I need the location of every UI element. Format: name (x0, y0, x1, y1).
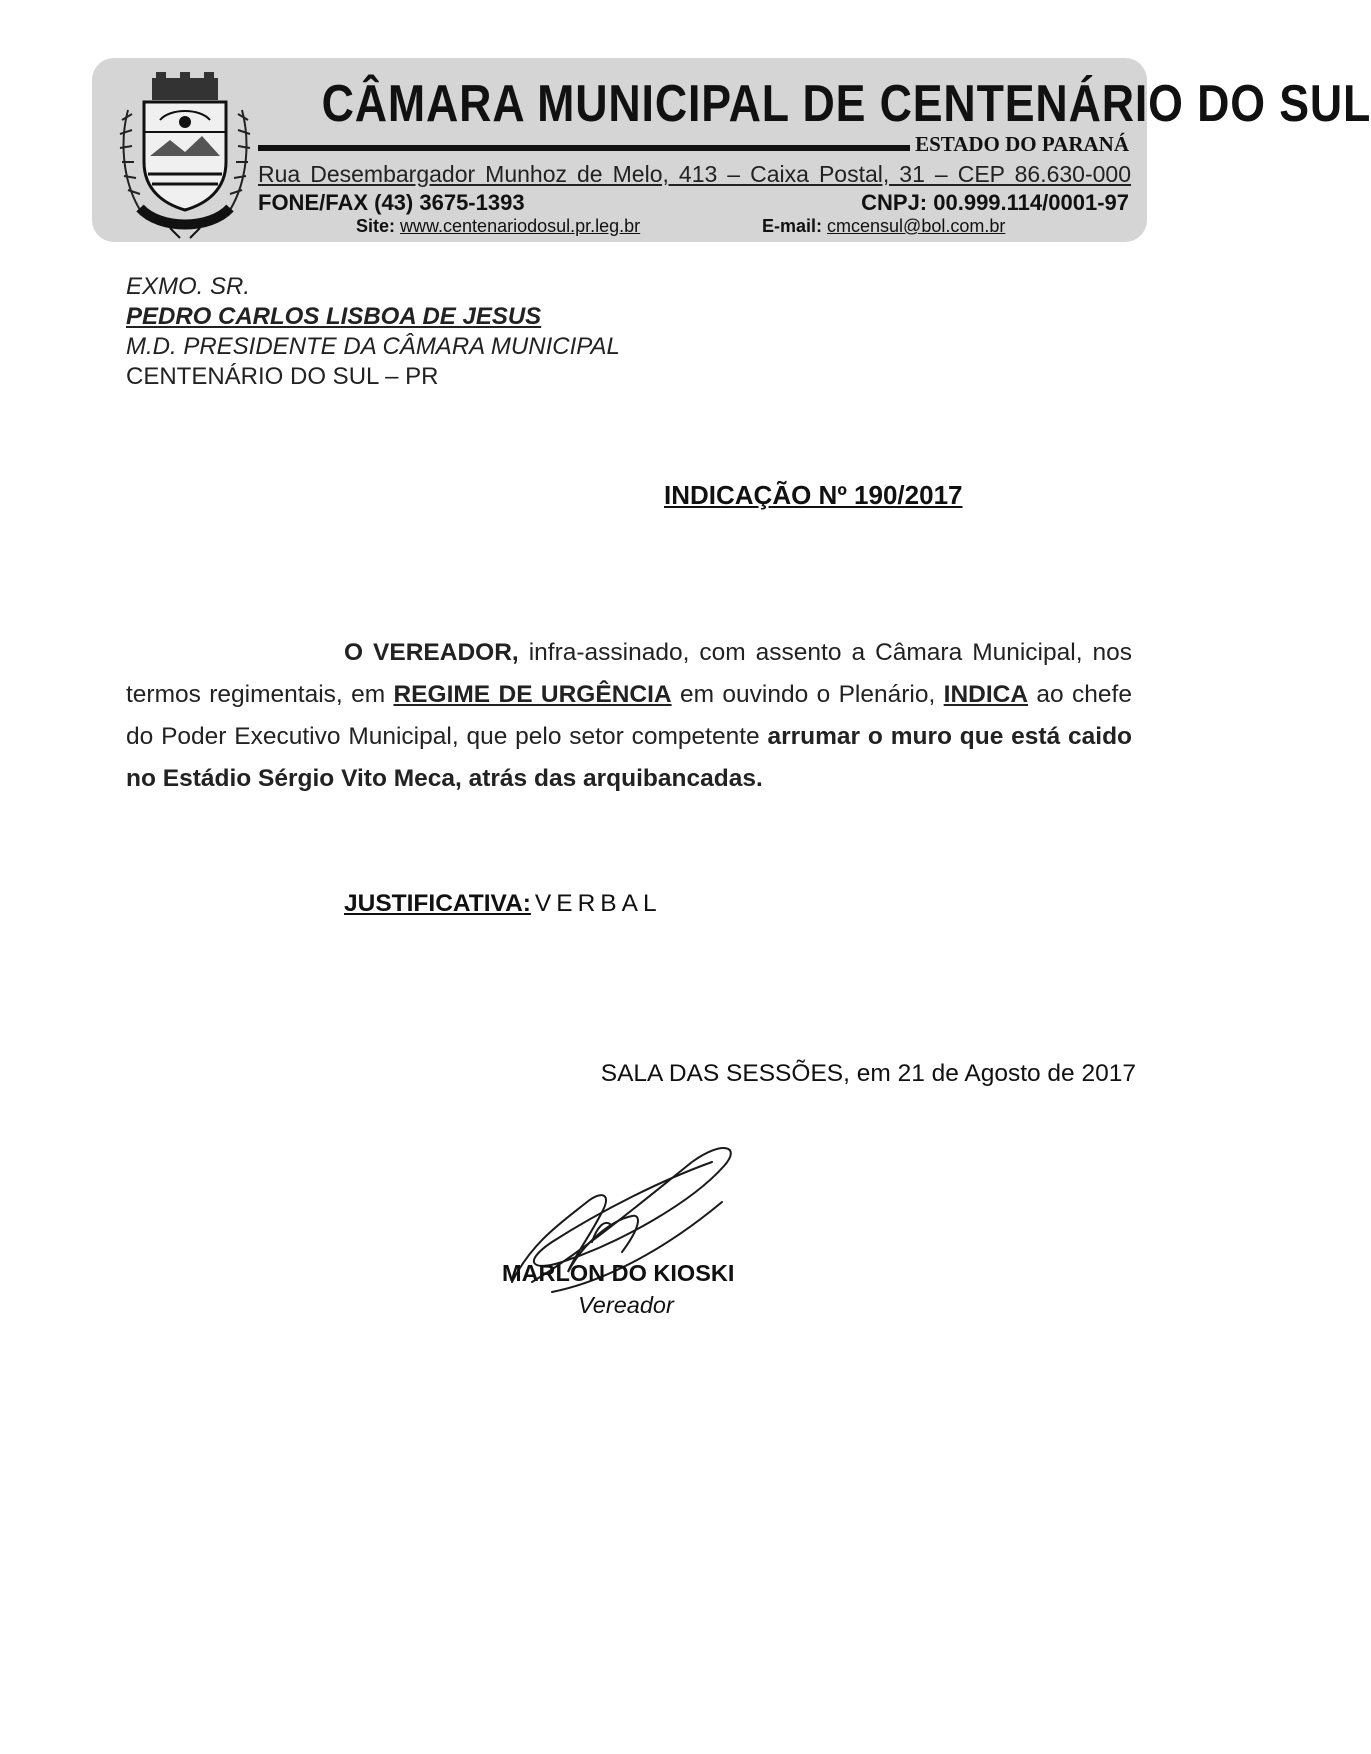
letterhead-site (356, 216, 640, 237)
letterhead-email (762, 216, 1005, 237)
recipient-city: CENTENÁRIO DO SUL – PR (126, 363, 439, 390)
document-body (126, 632, 1132, 800)
body-text-1: infra-assinado, com assento a Câmara Municipal, nos termos regimentais, em (126, 639, 1132, 708)
email-link[interactable]: cmcensul@bol.com.br (827, 216, 1006, 236)
signer-name: MARLON DO KIOSKI (502, 1260, 735, 1286)
letterhead-address: Rua Desembargador Munhoz de Melo, 413 – Caixa Postal, 31 – CEP 86.630-000 (258, 161, 1131, 187)
document-title: INDICAÇÃO Nº 190/2017 (664, 480, 963, 510)
justification-value: VERBAL (534, 890, 662, 917)
letterhead (92, 58, 1371, 242)
recipient-name: PEDRO CARLOS LISBOA DE JESUS (126, 303, 542, 330)
letterhead-state: ESTADO DO PARANÁ (915, 132, 1129, 156)
signer-role: Vereador (578, 1292, 674, 1318)
letterhead-title: CÂMARA MUNICIPAL DE CENTENÁRIO DO SUL (321, 75, 1371, 133)
letterhead-cnpj: CNPJ: 00.999.114/0001-97 (861, 190, 1129, 215)
body-urgency: REGIME DE URGÊNCIA (393, 681, 672, 708)
recipient-salutation: EXMO. SR. (126, 273, 251, 300)
body-subject: O VEREADOR, (344, 639, 519, 666)
body-request: arrumar o muro que está caido no Estádio Sérgio Vito Meca, atrás das arquibancadas. (126, 723, 1133, 792)
justification-label: JUSTIFICATIVA: (344, 890, 531, 917)
recipient-block (126, 272, 620, 392)
body-text-2: em ouvindo o Plenário, (671, 681, 944, 708)
letterhead-rule (258, 145, 910, 151)
municipal-crest-icon (110, 70, 260, 240)
body-text-3: ao chefe do Poder Executivo Municipal, que pelo setor competente (126, 681, 1132, 750)
justification (344, 890, 662, 918)
letterhead-phone: FONE/FAX (43) 3675-1393 (258, 190, 525, 215)
email-label: E-mail: (762, 216, 823, 236)
site-link[interactable]: www.centenariodosul.pr.leg.br (400, 216, 641, 236)
place-date: SALA DAS SESSÕES, em 21 de Agosto de 2017 (600, 1060, 1136, 1087)
recipient-position: M.D. PRESIDENTE DA CÂMARA MUNICIPAL (126, 333, 620, 360)
site-label: Site: (356, 216, 396, 236)
body-indica: INDICA (943, 681, 1029, 708)
